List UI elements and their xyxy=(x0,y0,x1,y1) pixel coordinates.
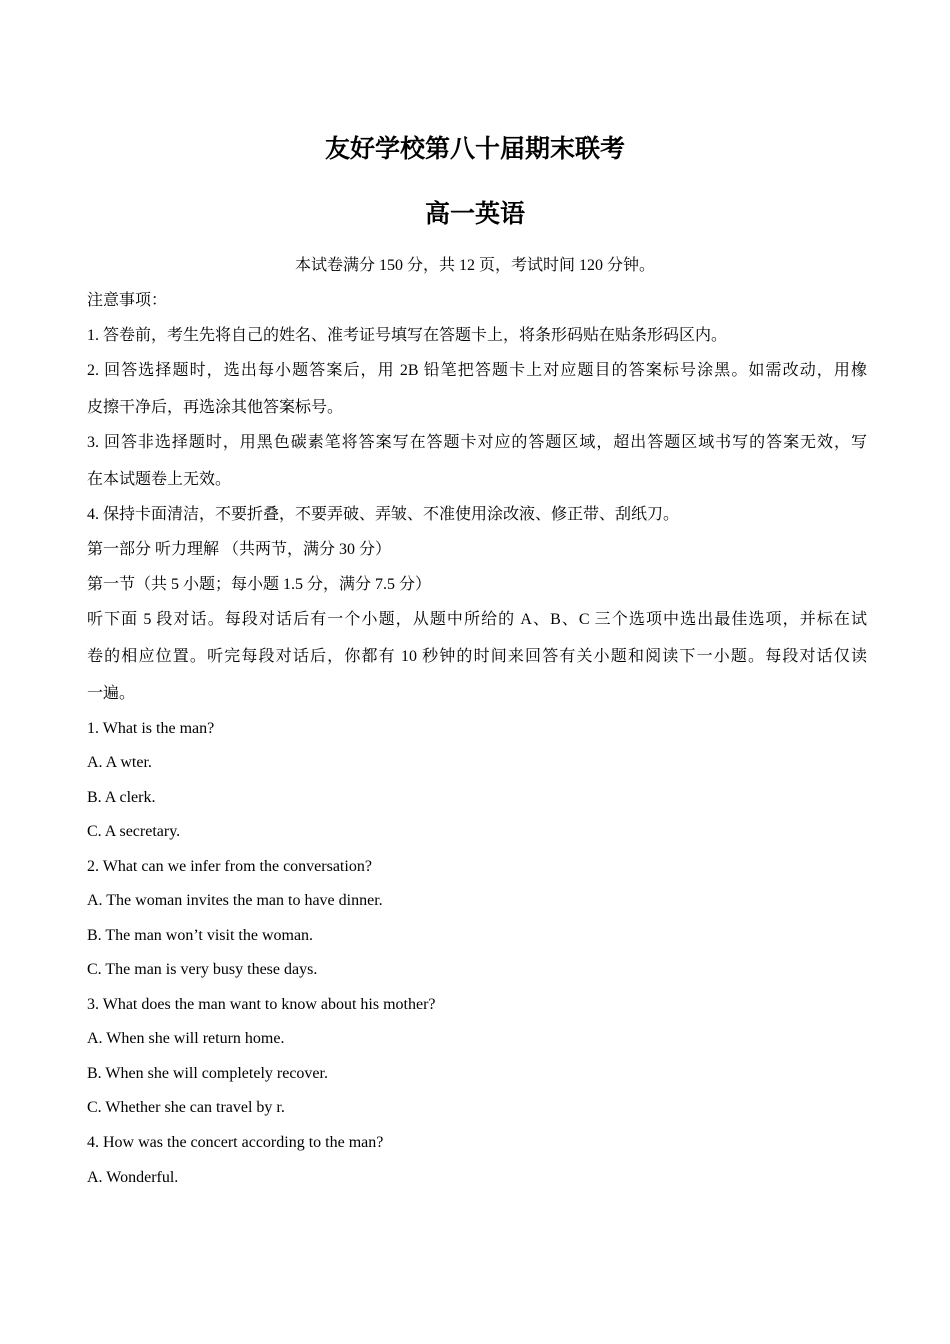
question-2-option-c: C. The man is very busy these days. xyxy=(87,961,318,978)
notice-item-3-line-1: 3. 回答非选择题时，用黑色碳素笔将答案写在答题卡对应的答题区域，超出答题区域书写的答案无效，写 xyxy=(87,434,867,451)
question-1-option-c: C. A secretary. xyxy=(87,823,181,840)
notice-item-2-line-1: 2. 回答选择题时，选出每小题答案后，用 2B 铅笔把答题卡上对应题目的答案标号涂黑。如需改动，用橡 xyxy=(87,362,867,379)
question-3: 3. What does the man want to know about his mother? xyxy=(87,996,436,1013)
question-4-option-a: A. Wonderful. xyxy=(87,1169,179,1186)
instructions-line-2: 卷的相应位置。听完每段对话后，你都有 10 秒钟的时间来回答有关小题和阅读下一小题。每段对话仅读 xyxy=(87,648,867,665)
notice-item-2-line-2: 皮擦干净后，再选涂其他答案标号。 xyxy=(87,399,344,416)
notice-heading: 注意事项： xyxy=(87,292,168,309)
question-1-option-b: B. A clerk. xyxy=(87,789,156,806)
section1-heading: 第一节（共 5 小题；每小题 1.5 分，满分 7.5 分） xyxy=(87,576,432,593)
question-2-option-b: B. The man won’t visit the woman. xyxy=(87,927,314,944)
instructions-line-1: 听下面 5 段对话。每段对话后有一个小题，从题中所给的 A、B、C 三个选项中选出最佳选项，并标在试 xyxy=(87,611,867,628)
question-4: 4. How was the concert according to the man? xyxy=(87,1134,384,1151)
part1-heading: 第一部分 听力理解 （共两节，满分 30 分） xyxy=(87,541,392,558)
instructions-line-3: 一遍。 xyxy=(87,685,136,702)
exam-info: 本试卷满分 150 分，共 12 页，考试时间 120 分钟。 xyxy=(294,257,655,274)
question-1-option-a: A. A wter. xyxy=(87,754,152,771)
notice-item-4: 4. 保持卡面清洁，不要折叠，不要弄破、弄皱、不准使用涂改液、修正带、刮纸刀。 xyxy=(87,506,680,523)
question-2: 2. What can we infer from the conversation? xyxy=(87,858,372,875)
question-2-option-a: A. The woman invites the man to have dinner. xyxy=(87,892,383,909)
notice-item-3-line-2: 在本试题卷上无效。 xyxy=(87,471,232,488)
exam-title: 友好学校第八十届期末联考 xyxy=(324,134,625,163)
question-3-option-b: B. When she will completely recover. xyxy=(87,1065,328,1082)
exam-subject: 高一英语 xyxy=(424,199,525,228)
notice-item-1: 1. 答卷前，考生先将自己的姓名、准考证号填写在答题卡上，将条形码贴在贴条形码区内。 xyxy=(87,327,728,344)
question-3-option-c: C. Whether she can travel by r. xyxy=(87,1099,285,1116)
question-3-option-a: A. When she will return home. xyxy=(87,1030,285,1047)
question-1: 1. What is the man? xyxy=(87,720,215,737)
